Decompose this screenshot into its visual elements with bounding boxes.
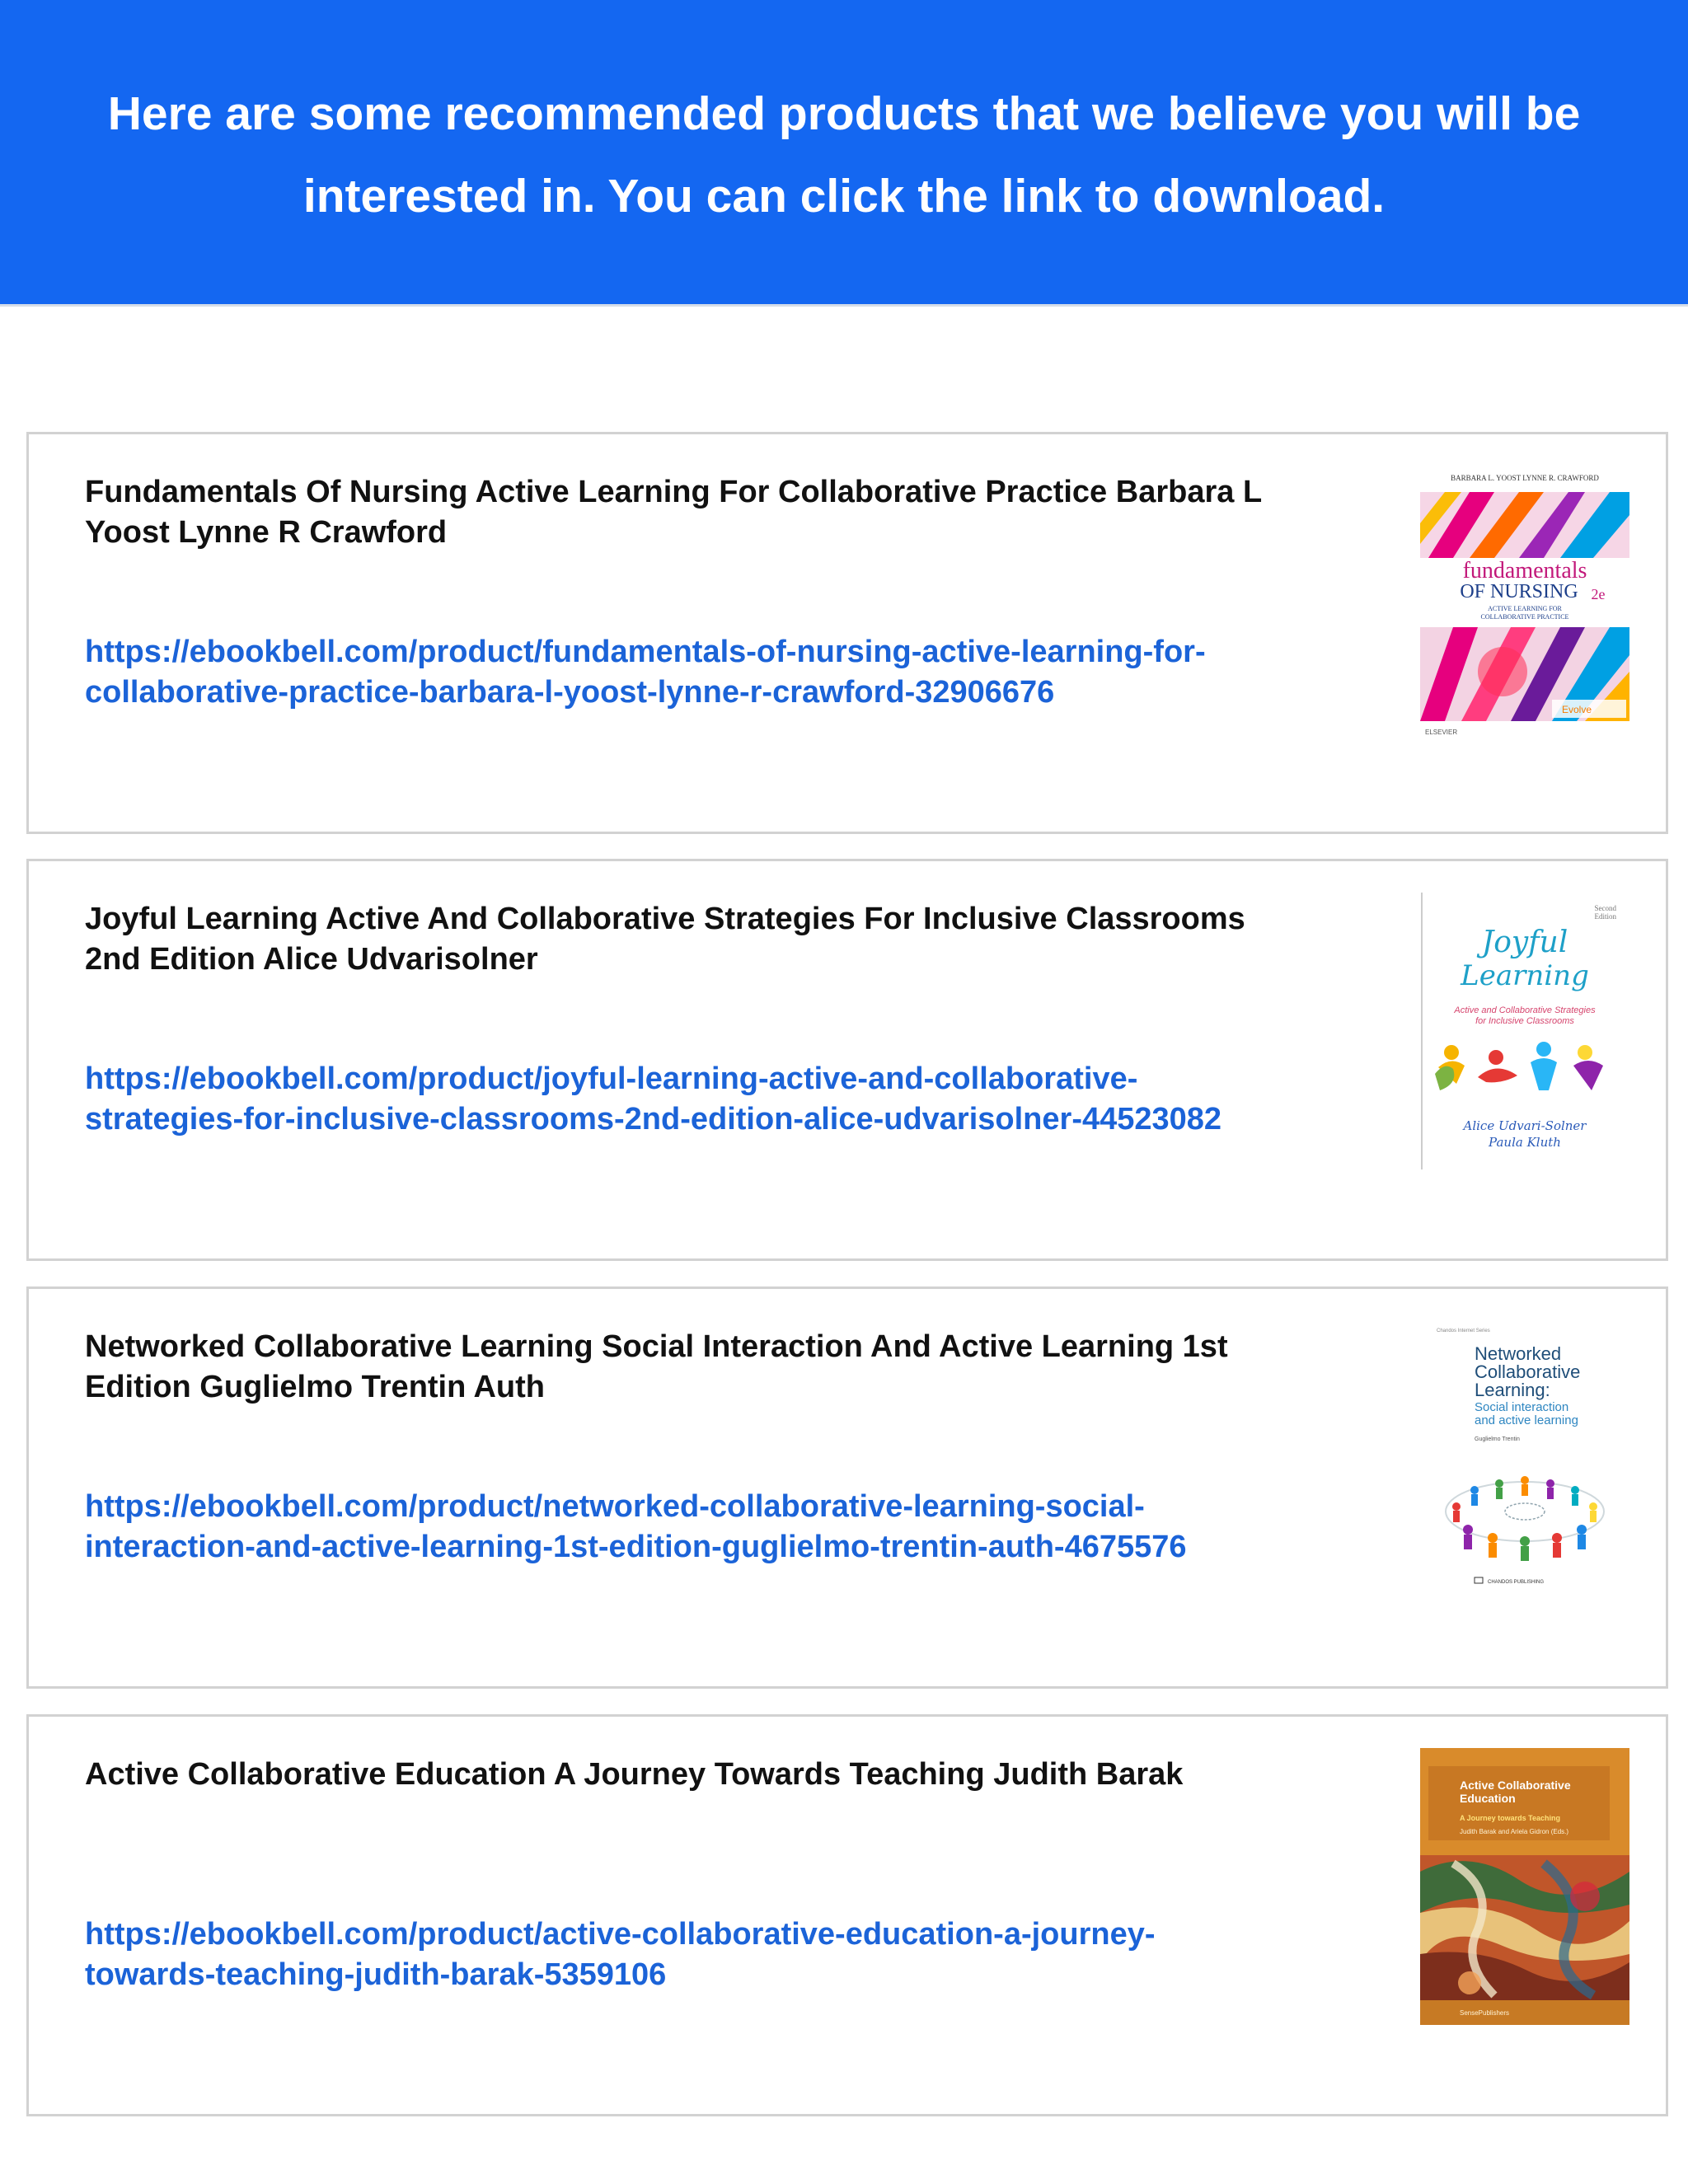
svg-text:ELSEVIER: ELSEVIER <box>1425 729 1458 736</box>
product-card <box>26 1286 1668 1689</box>
svg-text:Chandos Internet Series: Chandos Internet Series <box>1437 1329 1490 1333</box>
recommendation-banner <box>0 0 1688 307</box>
book-cover-image[interactable] <box>1420 466 1629 743</box>
svg-text:Edition: Edition <box>1594 912 1616 921</box>
svg-text:Alice Udvari-Solner: Alice Udvari-Solner <box>1463 1118 1587 1133</box>
svg-text:Second: Second <box>1594 904 1616 912</box>
book-cover-image[interactable] <box>1420 1320 1629 1597</box>
product-title: Joyful Learning Active And Collaborative Strategies For Inclusive Classrooms 2nd Edition Alice Udvarisolner <box>85 902 1245 977</box>
product-download-link[interactable]: https://ebookbell.com/product/fundamentals-of-nursing-active-learning-for-collaborative-practice-barbara-l-yoost-lynne-r-crawford-32906676 <box>85 635 1206 710</box>
svg-text:SensePublishers: SensePublishers <box>1460 2009 1510 2017</box>
svg-text:Evolve: Evolve <box>1562 704 1592 715</box>
svg-text:Judith Barak and Ariela Gidron: Judith Barak and Ariela Gidron (Eds.) <box>1460 1828 1569 1835</box>
svg-text:Active Collaborative: Active Collaborative <box>1460 1779 1571 1792</box>
svg-text:Guglielmo Trentin: Guglielmo Trentin <box>1475 1436 1520 1442</box>
svg-text:A Journey towards Teaching: A Journey towards Teaching <box>1460 1814 1561 1822</box>
product-title: Active Collaborative Education A Journey Towards Teaching Judith Barak <box>85 1757 1184 1792</box>
product-card <box>26 432 1668 834</box>
product-download-link[interactable]: https://ebookbell.com/product/active-collaborative-education-a-journey-towards-teaching-judith-barak-5359106 <box>85 1917 1156 1992</box>
product-title: Fundamentals Of Nursing Active Learning For Collaborative Practice Barbara L Yoost Lynne R Crawford <box>85 475 1262 550</box>
product-download-link[interactable]: https://ebookbell.com/product/joyful-learning-active-and-collaborative-strategies-for-inclusive-classrooms-2nd-edition-alice-udvarisolner-44523082 <box>85 1062 1222 1137</box>
svg-text:Education: Education <box>1460 1792 1516 1805</box>
svg-text:Collaborative: Collaborative <box>1475 1361 1581 1382</box>
svg-text:and active learning: and active learning <box>1475 1413 1578 1427</box>
svg-text:CHANDOS PUBLISHING: CHANDOS PUBLISHING <box>1488 1580 1545 1585</box>
svg-text:for Inclusive Classrooms: for Inclusive Classrooms <box>1475 1016 1574 1026</box>
svg-text:Learning:: Learning: <box>1475 1380 1550 1400</box>
svg-text:Learning: Learning <box>1461 959 1589 992</box>
svg-text:COLLABORATIVE PRACTICE: COLLABORATIVE PRACTICE <box>1480 613 1569 621</box>
svg-text:Paula Kluth: Paula Kluth <box>1489 1135 1561 1150</box>
svg-text:Social interaction: Social interaction <box>1475 1400 1569 1414</box>
svg-text:OF NURSING: OF NURSING <box>1460 581 1578 602</box>
networked-collaborative-learning-cover <box>1420 1320 1629 1597</box>
svg-text:2e: 2e <box>1591 586 1606 602</box>
banner-text: Here are some recommended products that we believe you will be interested in. You can click the link to download. <box>107 87 1581 223</box>
svg-text:BARBARA L. YOOST LYNNE R.: BARBARA L. YOOST LYNNE R. CRAWFORD <box>1451 474 1599 482</box>
product-title: Networked Collaborative Learning Social Interaction And Active Learning 1st Edition Guglielmo Trentin Auth <box>85 1329 1228 1404</box>
svg-text:fundamentals: fundamentals <box>1462 558 1587 583</box>
joyful-learning-cover <box>1420 893 1629 1169</box>
active-collaborative-education-cover <box>1420 1748 1629 2025</box>
product-card <box>26 1714 1668 2116</box>
svg-text:Joyful: Joyful <box>1481 926 1568 959</box>
product-download-link[interactable]: https://ebookbell.com/product/networked-collaborative-learning-social-interaction-and-active-learning-1st-edition-guglielmo-trentin-auth-4675576 <box>85 1489 1187 1564</box>
svg-text:ACTIVE LEARNING FOR: ACTIVE LEARNING FOR <box>1488 605 1562 612</box>
book-cover-image[interactable] <box>1420 893 1629 1169</box>
svg-text:Networked: Networked <box>1475 1343 1562 1364</box>
product-card <box>26 859 1668 1261</box>
svg-text:Active and Collaborative Strat: Active and Collaborative Strategies <box>1454 1005 1596 1015</box>
fundamentals-nursing-cover <box>1420 466 1629 743</box>
book-cover-image[interactable] <box>1420 1748 1629 2025</box>
